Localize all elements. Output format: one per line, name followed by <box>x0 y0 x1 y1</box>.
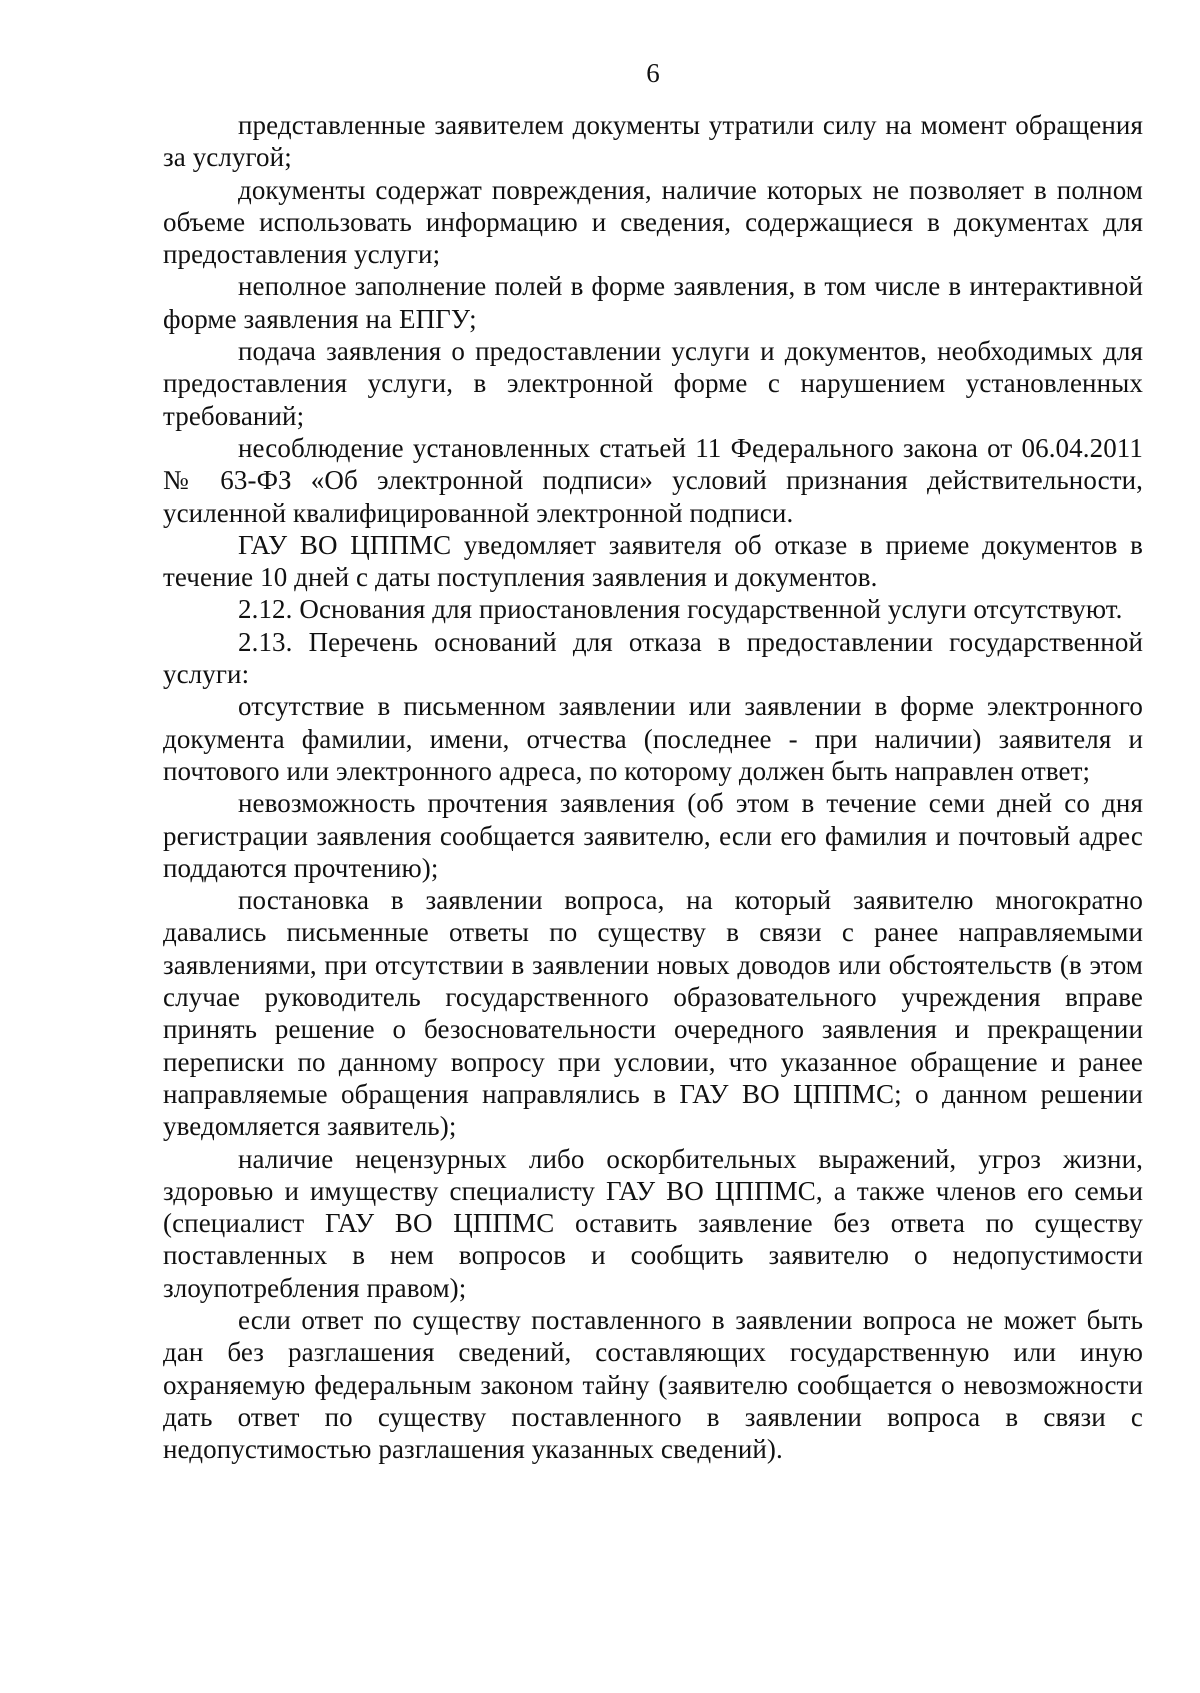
paragraph-secret-information: если ответ по существу поставленного в заявлении вопроса не может быть дан без разглашения сведений, составляющих государственную или иную охраняемую федеральным законом тайну (заявителю сообщается о невозможности дать ответ по существу поставленного в заявлении вопроса в связи с недопустимостью разглашения указанных сведений). <box>163 1304 1143 1465</box>
paragraph-missing-name-address: отсутствие в письменном заявлении или заявлении в форме электронного документа фамилии, имени, отчества (последнее - при наличии) заявителя и почтового или электронного адреса, по которому должен быть направлен ответ; <box>163 691 1143 786</box>
page-number: 6 <box>646 58 660 88</box>
paragraph-expired-documents: представленные заявителем документы утратили силу на момент обращения за услугой; <box>163 110 1143 173</box>
paragraph-offensive-language: наличие нецензурных либо оскорбительных выражений, угроз жизни, здоровью и имуществу специалисту ГАУ ВО ЦППМС, а также членов его семьи (специалист ГАУ ВО ЦППМС оставить заявление без ответа по существу поставленных в нем вопросов и сообщить заявителю о недопустимости злоупотребления правом); <box>163 1143 1143 1303</box>
paragraph-refusal-notice: ГАУ ВО ЦППМС уведомляет заявителя об отказе в приеме документов в течение 10 дней с даты поступления заявления и документов. <box>163 529 1143 593</box>
paragraph-section-2-12: 2.12. Основания для приостановления государственной услуги отсутствуют. <box>238 594 1123 625</box>
paragraph-unreadable-application: невозможность прочтения заявления (об этом в течение семи дней со дня регистрации заявления сообщается заявителю, если его фамилия и почтовый адрес поддаются прочтению); <box>163 788 1143 883</box>
paragraph-repeated-question: постановка в заявлении вопроса, на который заявителю многократно давались письменные ответы по существу в связи с ранее направляемыми заявлениями, при отсутствии в заявлении новых доводов или обстоятельств (в этом случае руководитель государственного образовательного учреждения вправе принять решение о безосновательности очередного заявления и прекращении переписки по данному вопросу при условии, что указанное обращение и ранее направляемые обращения направлялись в ГАУ ВО ЦППМС; о данном решении уведомляется заявитель); <box>163 885 1143 1142</box>
paragraph-incomplete-form: неполное заполнение полей в форме заявления, в том числе в интерактивной форме заявления на ЕПГУ; <box>163 271 1143 334</box>
paragraph-section-2-13: 2.13. Перечень оснований для отказа в предоставлении государственной услуги: <box>163 626 1143 690</box>
paragraph-electronic-submission: подача заявления о предоставлении услуги и документов, необходимых для предоставления услуги, в электронной форме с нарушением установленных требований; <box>163 336 1143 431</box>
paragraph-signature-validity: несоблюдение установленных статьей 11 Федерального закона от 06.04.2011 № 63-ФЗ «Об электронной подписи» условий признания действительности, усиленной квалифицированной электронной подписи. <box>163 432 1143 528</box>
document-page <box>163 60 1143 1465</box>
paragraph-damaged-documents: документы содержат повреждения, наличие которых не позволяет в полном объеме использовать информацию и сведения, содержащиеся в документах для предоставления услуги; <box>163 174 1143 270</box>
